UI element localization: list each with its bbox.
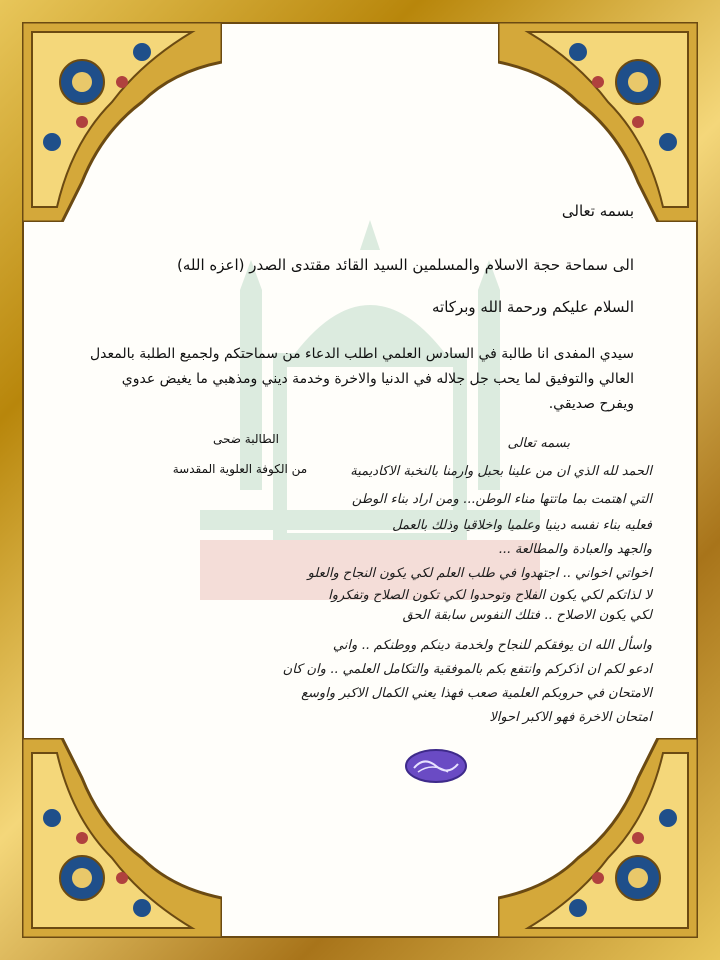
reply-line: الحمد لله الذي ان من علينا بحبل وارمنا بالنخبة الاكاديمية: [350, 464, 652, 479]
reply-line: لكي يكون الاصلاح .. فتلك النفوس سابقة الحق: [402, 608, 652, 623]
reply-line: والجهد والعبادة والمطالعة ...: [498, 542, 652, 557]
reply-line: ادعو لكم ان اذكركم وانتفع بكم بالموفقية والتكامل العلمي .. وان كان: [282, 662, 652, 677]
basmala-heading: بسمه تعالى: [561, 202, 634, 220]
seal-stamp: [404, 748, 468, 784]
signature-name: الطالبة ضحى: [213, 432, 279, 446]
reply-line: لا لذاتكم لكي يكون الفلاح وتوحدوا لكي تكون الصلاح وتفكروا: [328, 588, 652, 603]
ornament-corner-bottom-right: [498, 738, 698, 938]
ornament-corner-top-left: [22, 22, 222, 222]
signature-origin: من الكوفة العلوية المقدسة: [172, 462, 308, 476]
reply-line: الامتحان في حروبكم العلمية صعب فهذا يعني الكمال الاكبر واوسع: [301, 686, 652, 701]
reply-line: التي اهتمت بما ماتتها مناء الوطن... ومن اراد بناء الوطن: [351, 492, 652, 507]
reply-line: اخواتي اخواني .. اجتهدوا في طلب العلم لكي يكون النجاح والعلو: [307, 566, 652, 581]
reply-line: فعليه بناء نفسه دينيا وعلميا واخلاقيا وذلك بالعمل: [392, 518, 652, 533]
greeting-line: السلام عليكم ورحمة الله وبركاته: [432, 298, 634, 316]
letter-body: سيدي المفدى انا طالبة في السادس العلمي اطلب الدعاء من سماحتكم ولجميع الطلبة بالمعدل العالي والتوفيق لما يحب جل جلاله في الدنيا والاخرة وخدمة ديني ومذهبي ما يغيض عدوي ويفرح صديقي.: [89, 346, 634, 412]
reply-line: بسمه تعالى: [507, 436, 570, 451]
ornament-corner-top-right: [498, 22, 698, 222]
addressee-line: الى سماحة حجة الاسلام والمسلمين السيد القائد مقتدى الصدر (اعزه الله): [177, 256, 634, 274]
reply-line: واسأل الله ان يوفقكم للنجاح ولخدمة دينكم ووطنكم .. واني: [332, 638, 652, 653]
ornament-corner-bottom-left: [22, 738, 222, 938]
reply-line: امتحان الاخرة فهو الاكبر احوالا: [489, 710, 652, 725]
